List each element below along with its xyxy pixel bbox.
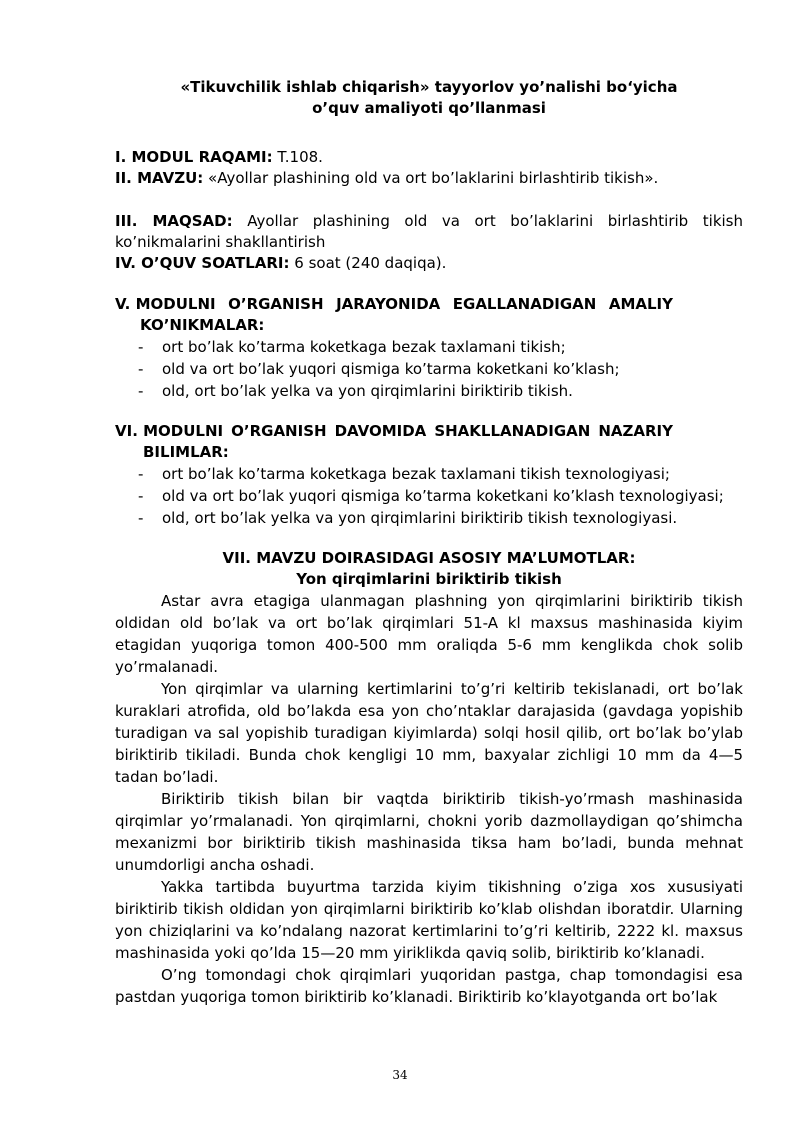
list-item: - ort bo’lak ko’tarma koketkaga bezak taxlamani tikish texnologiyasi; [138, 463, 743, 485]
body-paragraph: Astar avra etagiga ulanmagan plashning yon qirqimlarini biriktirib tikish oldidan old bo’lak va ort bo’lak qirqimlari 51-A kl maxsus mashinasida kiyim etagidan yuqoriga tomon 400-500 mm oraliqda 5-6 mm kenglikda chok solib yo’rmalanadi. [115, 592, 743, 676]
section-v-heading-cont: KO’NIKMALAR: [140, 316, 265, 334]
section-vii-subheading: Yon qirqimlarini biriktirib tikish [296, 570, 562, 588]
section-vi-list [115, 463, 743, 529]
module-number-label: I. MODUL RAQAMI: [115, 148, 273, 166]
section-v-word: AMALIY [608, 295, 673, 313]
topic-value: «Ayollar plashining old va ort bo’laklarini birlashtirib tikish». [203, 169, 659, 187]
page-number: 34 [392, 1068, 408, 1082]
goal [115, 211, 743, 253]
section-vi-word: SHAKLLANADIGAN [434, 422, 591, 440]
module-number-value: T.108. [272, 148, 323, 166]
body-paragraph: Yon qirqimlar va ularning kertimlarini to’g’ri keltirib tekislanadi, ort bo’lak kuraklari atrofida, old bo’lakda esa yon cho’ntaklar darajasida (gavdaga yopishib turadigan va sal yopishib turadigan kiyimlarda) solqi hosil qilib, ort bo’lak bo’ylab biriktirib tikiladi. Bunda chok kengligi 10 mm, baxyalar zichligi 10 mm da 4—5 tadan bo’ladi. [115, 680, 743, 786]
list-item: - old va ort bo’lak yuqori qismiga ko’tarma koketkani ko’klash texnologiyasi; [138, 485, 743, 507]
topic [115, 168, 743, 189]
title-line-2: o’quv amaliyoti qo’llanmasi [312, 99, 546, 117]
section-v-heading [115, 294, 743, 336]
list-item: - old va ort bo’lak yuqori qismiga ko’tarma koketkani ko’klash; [138, 358, 743, 380]
section-vi-heading-cont: BILIMLAR: [143, 443, 229, 461]
section-v-word: JARAYONIDA [336, 295, 441, 313]
study-hours [115, 253, 743, 274]
study-hours-value: 6 soat (240 daqiqa). [289, 254, 447, 272]
section-vi-heading [115, 421, 743, 463]
topic-label: II. MAVZU: [115, 169, 204, 187]
section-vi-word: DAVOMIDA [334, 422, 427, 440]
section-v-word: V. MODULNI [115, 295, 216, 313]
body-paragraph: O’ng tomondagi chok qirqimlari yuqoridan pastga, chap tomondagisi esa pastdan yuqoriga tomon biriktirib ko’klanadi. Biriktirib ko’klayotganda ort bo’lak [115, 966, 743, 1006]
list-item: - ort bo’lak ko’tarma koketkaga bezak taxlamani tikish; [138, 336, 743, 358]
body-paragraph: Yakka tartibda buyurtma tarzida kiyim tikishning o’ziga xos xususiyati biriktirib tikish oldidan yon qirqimlarni biriktirib ko’klab olishdan iboratdir. Ularning yon chiziqlarini va ko’ndalang nazorat kertimlarini to’g’ri keltirib, 2222 kl. maxsus mashinasida yoki qo’lda 15—20 mm yiriklikda qaviq solib, biriktirib ko’klanadi. [115, 878, 743, 962]
section-vi-word: VI. MODULNI [115, 422, 224, 440]
body-paragraph: Biriktirib tikish bilan bir vaqtda biriktirib tikish-yo’rmash mashinasida qirqimlar yo’rmalanadi. Yon qirqimlarni, chokni yorib dazmollaydigan qo’shimcha mexanizmi bor biriktirib tikish mashinasida tiksa ham bo’ladi, bunda mehnat unumdorligi ancha oshadi. [115, 790, 743, 874]
document-title [115, 77, 743, 119]
section-vi-word: NAZARIY [598, 422, 673, 440]
document-page [115, 77, 743, 1008]
list-item: - old, ort bo’lak yelka va yon qirqimlarini biriktirib tikish. [138, 380, 743, 402]
section-v-word: EGALLANADIGAN [452, 295, 597, 313]
study-hours-label: IV. O’QUV SOATLARI: [115, 254, 290, 272]
module-number [115, 147, 743, 168]
section-vii-heading: VII. MAVZU DOIRASIDAGI ASOSIY MA’LUMOTLAR: [222, 549, 636, 567]
title-line-1: «Tikuvchilik ishlab chiqarish» tayyorlov yo’nalishi bo‘yicha [180, 78, 678, 96]
list-item: - old, ort bo’lak yelka va yon qirqimlarini biriktirib tikish texnologiyasi. [138, 507, 743, 529]
section-v-list [115, 336, 743, 402]
goal-label: III. MAQSAD: [115, 212, 233, 230]
goal-value: Ayollar plashining old va ort bo’laklarini birlashtirib tikish ko’nikmalarini shakllantirish [115, 212, 743, 251]
section-vi-word: O’RGANISH [231, 422, 327, 440]
section-v-word: O’RGANISH [228, 295, 324, 313]
